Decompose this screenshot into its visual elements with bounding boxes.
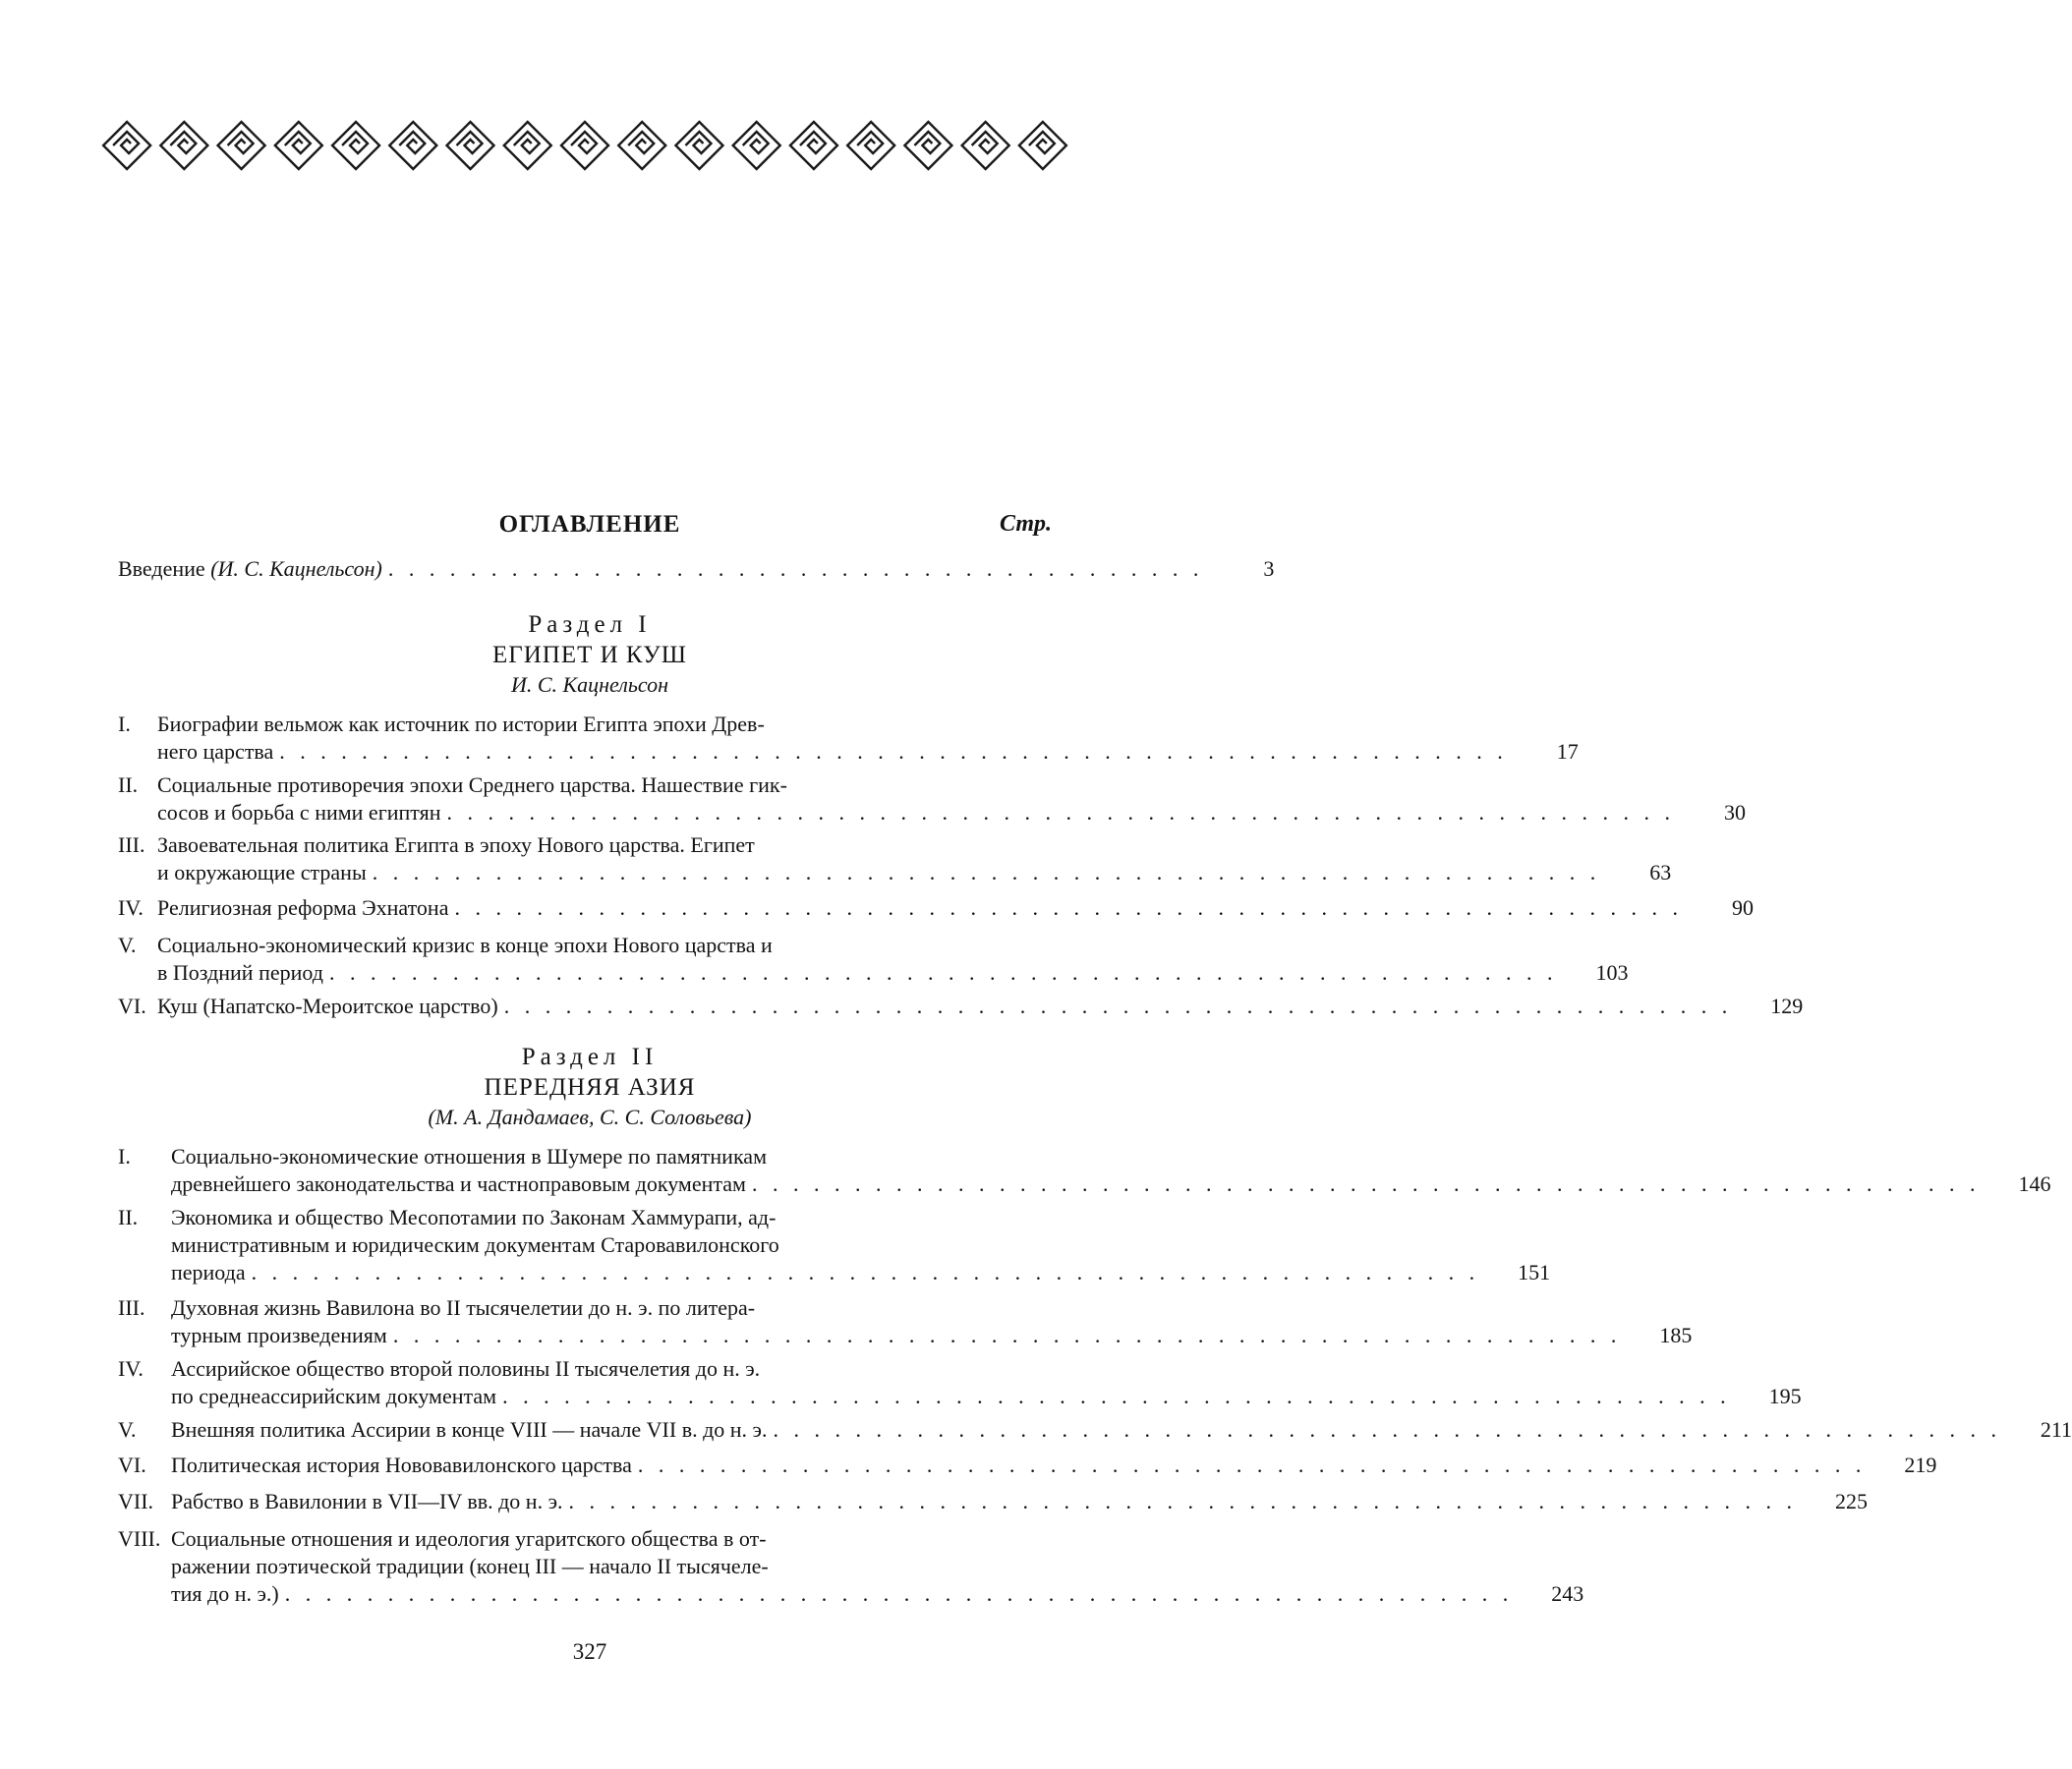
entry-title-line: тия до н. э.): [171, 1581, 279, 1606]
entry-title-line: Рабство в Вавилонии в VII—IV вв. до н. э.: [171, 1489, 563, 1513]
toc-entry[interactable]: [118, 1355, 1802, 1410]
entry-number: VI.: [118, 1453, 146, 1477]
ornament-diamond: [389, 122, 436, 169]
toc-entry[interactable]: [118, 1294, 1693, 1349]
toc-entry[interactable]: [118, 1204, 1551, 1286]
ornament-spiral: [571, 132, 597, 153]
entry-title-line: в Поздний период: [157, 960, 323, 985]
leader-dots: . . . . . . . . . . . . . . . . . . . . . . . . . . . . . . . . . . . . . . . . . . . . . . . . . . . . . . . . . . . .: [503, 994, 1733, 1018]
toc-entry[interactable]: [118, 1452, 1937, 1479]
ornament-spiral: [972, 132, 998, 153]
toc-entry[interactable]: [118, 932, 1629, 987]
page-number: 243: [1551, 1581, 1584, 1606]
ornament-spiral: [857, 132, 883, 153]
entry-number: IV.: [118, 1356, 144, 1381]
ornament-diamond: [447, 122, 494, 169]
entry-number: I.: [118, 1144, 131, 1169]
entry-title-line: Внешняя политика Ассирии в конце VIII — начале VII в. до н. э.: [171, 1417, 768, 1442]
ornament-spiral: [399, 132, 425, 153]
ornament-spiral: [743, 132, 769, 153]
page-number: 103: [1595, 960, 1629, 985]
ornament-diamond: [218, 122, 265, 169]
section-header-1: [118, 609, 1062, 700]
entry-title-line: ражении поэтической традиции (конец III — начало II тысячеле-: [171, 1554, 769, 1578]
ornament-diamond: [504, 122, 551, 169]
page-column-label: Стр.: [999, 511, 1052, 537]
toc-title: ОГЛАВЛЕНИЕ: [498, 511, 681, 538]
toc-entry[interactable]: [118, 771, 1746, 827]
ornament-spiral: [628, 132, 654, 153]
ornament-spiral: [914, 132, 940, 153]
toc-entry-intro[interactable]: [118, 555, 1275, 583]
leader-dots: . . . . . . . . . . . . . . . . . . . . . . . . . . . . . . . . . . . . . . . . . . . . . . . . . . . . . . . . . . . .: [751, 1171, 1981, 1196]
ornament-diamond: [618, 122, 665, 169]
toc-entry[interactable]: [118, 1488, 1869, 1515]
section-title: ПЕРЕДНЯЯ АЗИЯ: [484, 1074, 696, 1101]
entry-number: V.: [118, 933, 137, 957]
ornament-spiral: [342, 132, 368, 153]
entry-title-line: сосов и борьба с ними египтян: [157, 800, 441, 825]
ornament-diamond: [733, 122, 780, 169]
entry-title-line: турным произведениям: [171, 1323, 387, 1347]
entry-title-line: Религиозная реформа Эхнатона: [157, 895, 449, 920]
section-label: Раздел I: [528, 611, 652, 638]
toc-entry[interactable]: [118, 711, 1579, 766]
toc-entry[interactable]: [118, 831, 1672, 886]
page-number: 30: [1723, 800, 1746, 825]
entry-title-line: Завоевательная политика Египта в эпоху Нового царства. Египет: [157, 832, 755, 857]
toc-heading-row: [118, 511, 1062, 544]
leader-dots: . . . . . . . . . . . . . . . . . . . . . . . . . . . . . . . . . . . . . . . . . . . . . . . . . . . . . . . . . . . .: [372, 860, 1601, 884]
ornament-spiral: [457, 132, 483, 153]
page-number: 63: [1649, 860, 1672, 884]
toc-entry[interactable]: [118, 894, 1754, 922]
leader-dots: . . . . . . . . . . . . . . . . . . . . . . . . . . . . . . . . . . . . . . . . . . . . . . . . . . . . . . . . . . . .: [454, 895, 1683, 920]
ornament-diamond: [904, 122, 951, 169]
ornament-diamond: [847, 122, 894, 169]
page-number: 225: [1835, 1489, 1869, 1513]
ornament-spiral: [113, 132, 139, 153]
ornament-spiral: [685, 132, 711, 153]
section-title: ЕГИПЕТ И КУШ: [491, 642, 688, 668]
ornament-diamond: [790, 122, 837, 169]
entry-title-line: Социально-экономические отношения в Шумере по памятникам: [171, 1144, 767, 1169]
leader-dots: . . . . . . . . . . . . . . . . . . . . . . . . . . . . . . . . . . . . . . . . . . . . . . . . . . . . . . . . . . . .: [251, 1260, 1480, 1284]
page-number: 185: [1659, 1323, 1693, 1347]
entry-title-line: Социальные отношения и идеология угаритского общества в от-: [171, 1526, 767, 1551]
page-number-footer: 327: [572, 1639, 607, 1664]
ornament-spiral: [514, 132, 540, 153]
leader-dots: . . . . . . . . . . . . . . . . . . . . . . . . . . . . . . . . . . . . . . . . . . . . . . . . . . . . . . . . . . . .: [284, 1581, 1514, 1606]
ornament-diamond: [561, 122, 608, 169]
page-number: 17: [1556, 739, 1579, 764]
entry-title-line: Политическая история Нововавилонского царства: [171, 1453, 632, 1477]
leader-dots: . . . . . . . . . . . . . . . . . . . . . . . . . . . . . . . . . . . . . . . . . . . . . . . . . . . . . . . . . . . .: [568, 1489, 1798, 1513]
entry-title-line: и окружающие страны: [157, 860, 367, 884]
leader-dots: . . . . . . . . . . . . . . . . . . . . . . . . . . . . . . . . . . . . . . . . . . . . . . . . . . . . . . . . . . . .: [279, 739, 1508, 764]
toc-entry[interactable]: [118, 1525, 1584, 1608]
ornament-diamond: [675, 122, 722, 169]
entry-number: VI.: [118, 994, 146, 1018]
page-number: 211: [2040, 1417, 2072, 1442]
section-author: И. С. Кацнельсон: [510, 672, 669, 697]
entry-title-line: Социальные противоречия эпохи Среднего царства. Нашествие гик-: [157, 772, 787, 797]
entry-number: II.: [118, 772, 139, 797]
entry-title-line: Экономика и общество Месопотамии по Законам Хаммурапи, ад-: [171, 1205, 777, 1229]
entry-number: I.: [118, 712, 131, 736]
leader-dots: . . . . . . . . . . . . . . . . . . . . . . . . . . . . . . . . . . . . . . . . . . . . . . . . . . . . . . . . . . . .: [773, 1417, 2001, 1442]
leader-dots: . . . . . . . . . . . . . . . . . . . . . . . . . . . . . . . . . . . . . . . . . . . . . . . . . . . . . . . . . . . .: [446, 800, 1675, 825]
leader-dots: . . . . . . . . . . . . . . . . . . . . . . . . . . . . . . . . . . . . . . . . . . . . . . . . . . . . . . . . . . . .: [637, 1453, 1867, 1477]
entry-title-line: Биографии вельмож как источник по истории Египта эпохи Древ-: [157, 712, 765, 736]
entry-number: V.: [118, 1417, 137, 1442]
entry-title-line: Ассирийское общество второй половины II тысячелетия до н. э.: [171, 1356, 761, 1381]
entry-title-line: Духовная жизнь Вавилона во II тысячелетии до н. э. по литера-: [171, 1295, 756, 1320]
entry-number: VIII.: [118, 1526, 161, 1551]
ornament-spiral: [800, 132, 826, 153]
intro-author: (И. С. Кацнельсон): [210, 556, 382, 581]
toc-entry[interactable]: [118, 993, 1804, 1020]
leader-dots: . . . . . . . . . . . . . . . . . . . . . . . . . . . . . . . . . . . . . . . . . . . . . . . . . . . . . . . . . . . .: [328, 960, 1558, 985]
leader-dots: . . . . . . . . . . . . . . . . . . . . . . . . . . . . . . . . . . . . . . . . . . . . . . . . . . . . . . . . . . . .: [502, 1384, 1731, 1408]
page-number: 195: [1768, 1384, 1802, 1408]
page-number: 90: [1731, 895, 1754, 920]
ornament-diamond: [1019, 122, 1066, 169]
leader-dots: . . . . . . . . . . . . . . . . . . . . . . . . . . . . . . . . . . . . . . . .: [387, 556, 1204, 581]
entry-number: II.: [118, 1205, 139, 1229]
section-header-2: [118, 1042, 1062, 1132]
section-author: (М. А. Дандамаев, С. С. Соловьева): [428, 1105, 752, 1129]
toc-entry[interactable]: [118, 1416, 2072, 1444]
entry-title-line: министративным и юридическим документам Старовавилонского: [171, 1232, 779, 1257]
entry-number: VII.: [118, 1489, 154, 1513]
entry-title-line: по среднеассирийским документам: [171, 1384, 497, 1408]
entry-title-line: него царства: [157, 739, 274, 764]
page-number: 129: [1770, 994, 1804, 1018]
entry-title-line: Куш (Напатско-Мероитское царство): [157, 994, 498, 1018]
entry-number: IV.: [118, 895, 144, 920]
ornament-spiral: [1029, 132, 1055, 153]
ornament-diamond: [103, 122, 150, 169]
ornament-spiral: [285, 132, 311, 153]
entry-title-line: древнейшего законодательства и частноправовым документам: [171, 1171, 746, 1196]
page-number: 219: [1904, 1453, 1937, 1477]
entry-number: III.: [118, 1295, 145, 1320]
ornament-border: [98, 116, 1071, 175]
leader-dots: . . . . . . . . . . . . . . . . . . . . . . . . . . . . . . . . . . . . . . . . . . . . . . . . . . . . . . . . . . . .: [392, 1323, 1622, 1347]
page-number: 3: [1263, 556, 1275, 581]
ornament-diamond: [332, 122, 379, 169]
entry-title-line: Социально-экономический кризис в конце эпохи Нового царства и: [157, 933, 773, 957]
section-label: Раздел II: [521, 1044, 659, 1070]
ornament-diamond: [275, 122, 322, 169]
ornament-diamond: [962, 122, 1009, 169]
ornament-spiral: [228, 132, 254, 153]
intro-text: Введение: [118, 556, 205, 581]
entry-number: III.: [118, 832, 145, 857]
page-number: 146: [2018, 1171, 2051, 1196]
page-number: 151: [1518, 1260, 1551, 1284]
ornament-diamond: [160, 122, 207, 169]
ornament-spiral: [170, 132, 196, 153]
entry-title-line: периода: [171, 1260, 246, 1284]
toc-entry[interactable]: [118, 1143, 2051, 1198]
